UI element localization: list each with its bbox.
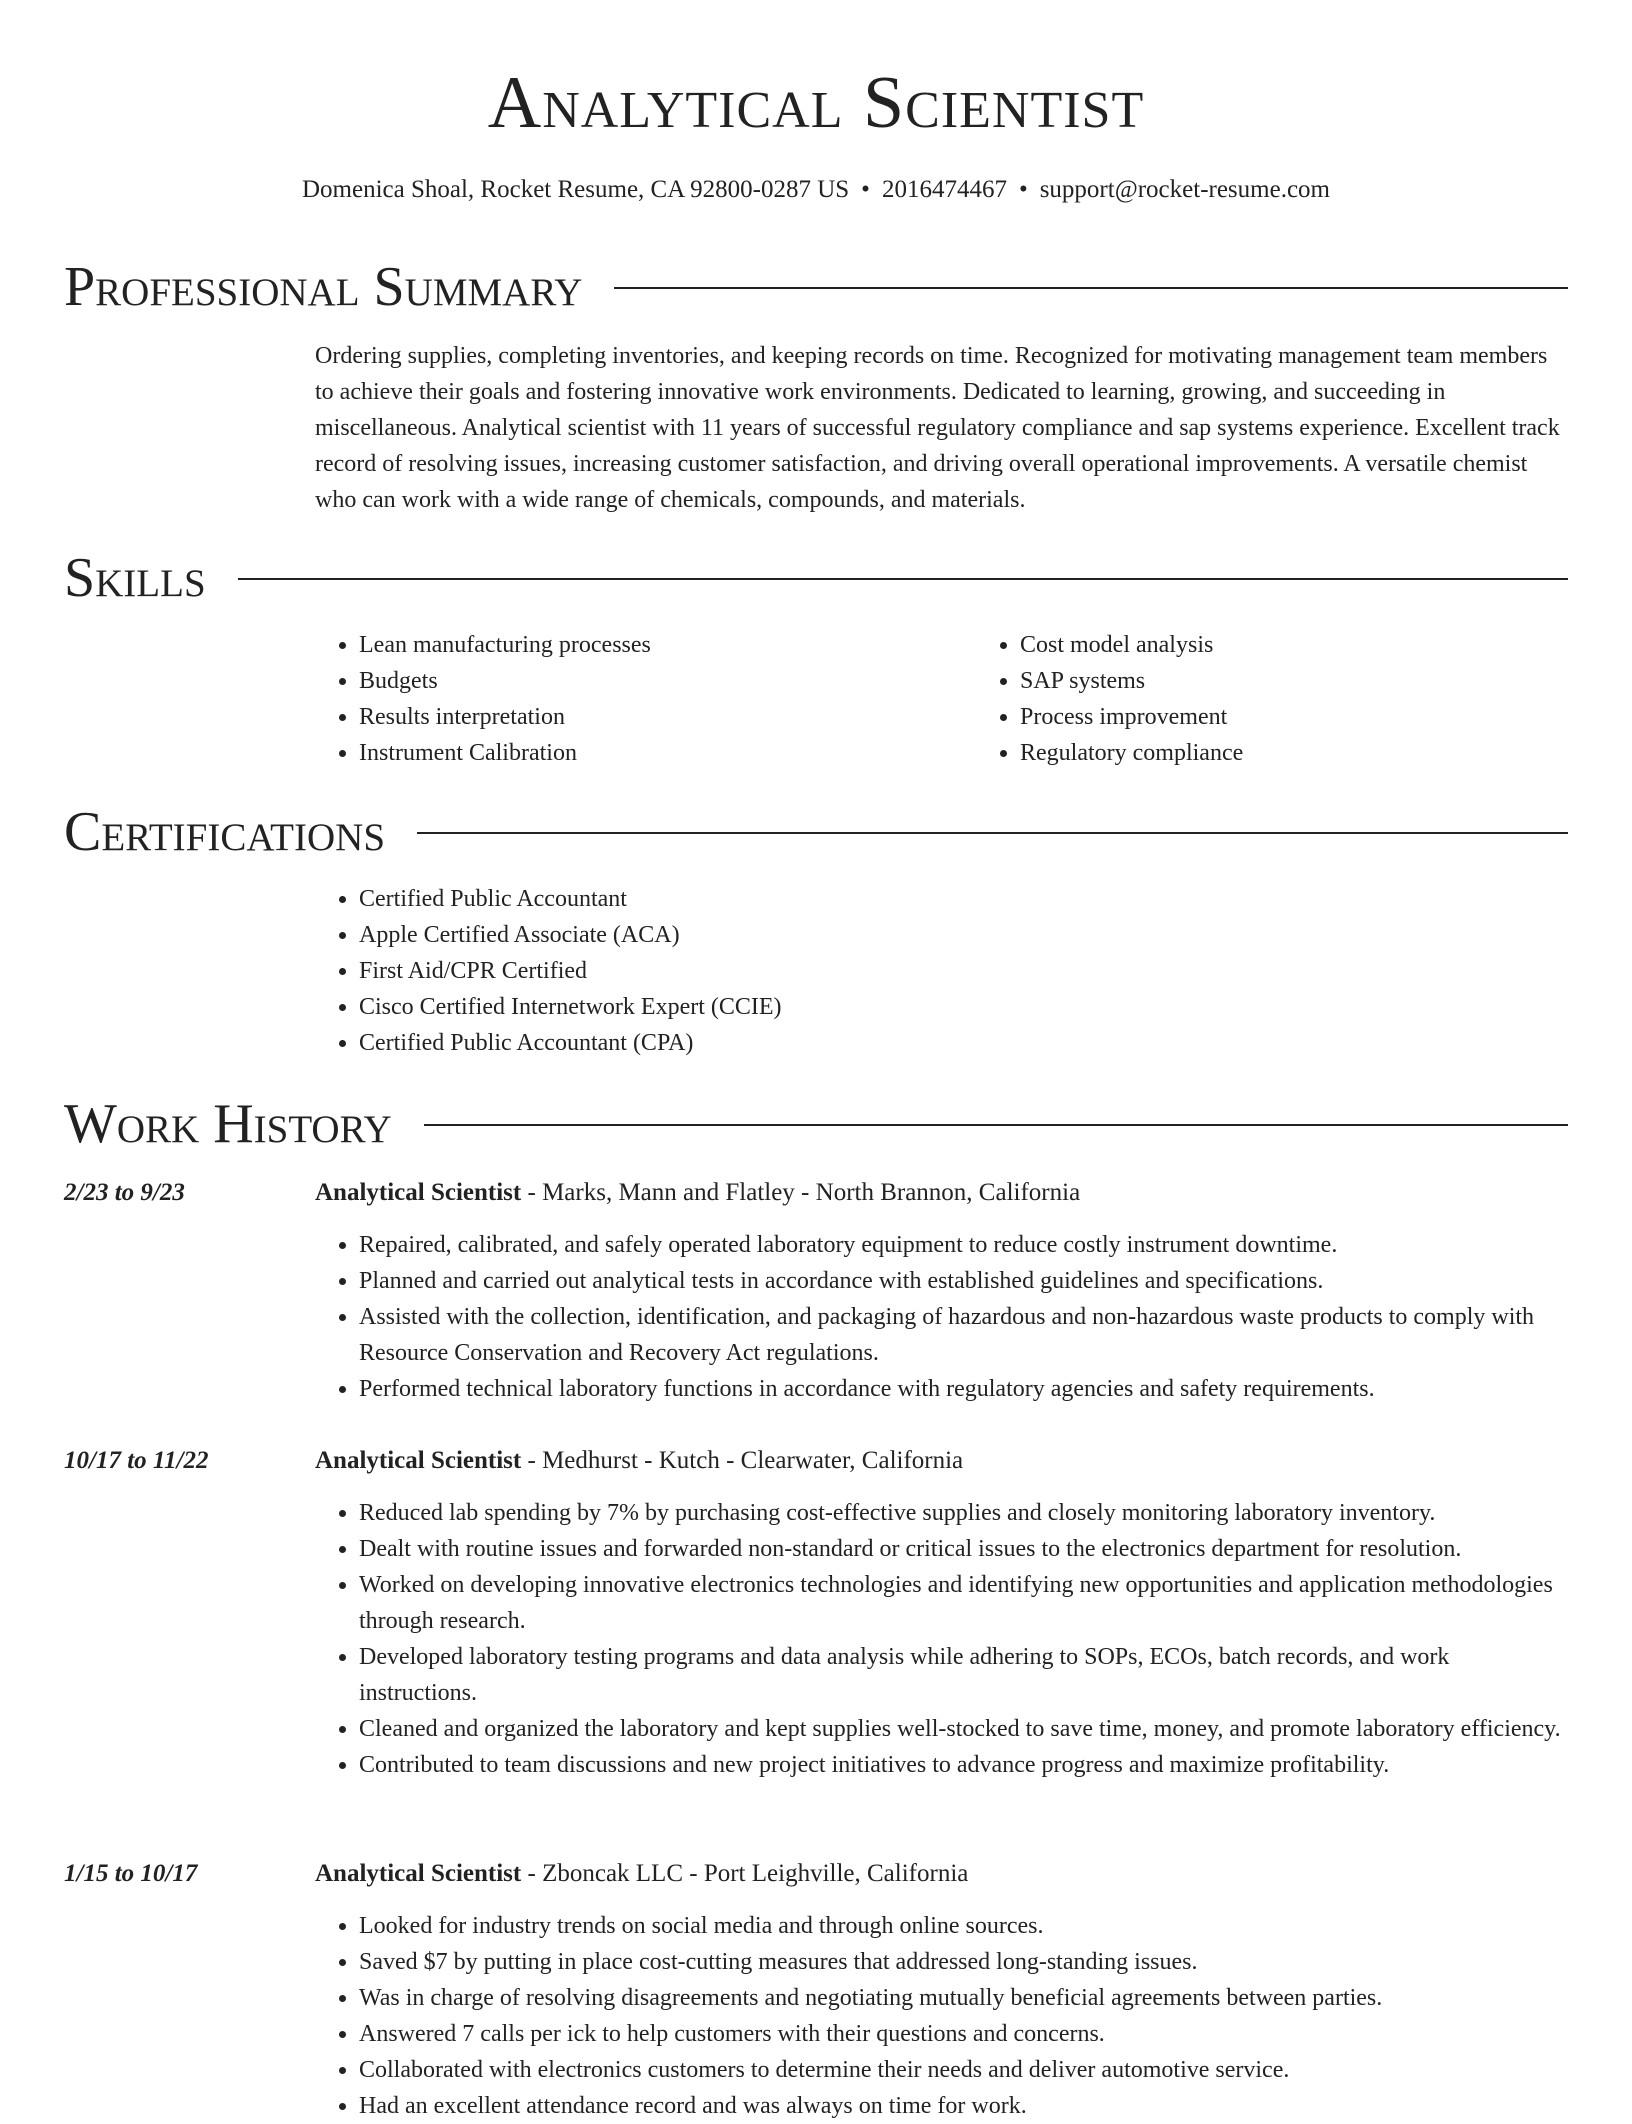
summary-text: Ordering supplies, completing inventories, and keeping records on time. Recognized for motivating management team members to achieve their goals and fostering innovative work environments. Dedicated to learning, growing, and succeeding in miscellaneous. Analytical scientist with 11 years of successful regulatory compliance and sap systems experience. Excellent track record of resolving issues, increasing customer satisfaction, and driving overall operational improvements. A versatile chemist who can work with a wide range of chemicals, compounds, and materials. <box>315 343 1560 513</box>
section-divider <box>614 287 1568 289</box>
contact-separator: • <box>1018 176 1028 203</box>
summary-heading: Professional Summary <box>64 256 583 318</box>
skill-item: • Instrument Calibration <box>359 735 976 771</box>
job-bullet: • Looked for industry trends on social media and through online sources. <box>359 1908 1570 1944</box>
section-divider <box>424 1124 1568 1126</box>
certifications-heading: Certifications <box>64 801 386 863</box>
certification-item: • Apple Certified Associate (ACA) <box>359 917 1570 953</box>
job-bullet: • Was in charge of resolving disagreements and negotiating mutually beneficial agreements between parties. <box>359 1980 1570 2016</box>
job-bullet: • Performed technical laboratory functions in accordance with regulatory agencies and safety requirements. <box>359 1371 1570 1407</box>
job-bullet: • Saved $7 by putting in place cost-cutting measures that addressed long-standing issues. <box>359 1944 1570 1980</box>
skills-list <box>315 627 1570 771</box>
job-role: Analytical Scientist <box>315 1179 522 1206</box>
job-role: Analytical Scientist <box>315 1447 522 1474</box>
skill-item: • Budgets <box>359 663 976 699</box>
job-bullet: • Answered 7 calls per ick to help customers with their questions and concerns. <box>359 2016 1570 2052</box>
contact-address: Domenica Shoal, Rocket Resume, CA 92800-0287 US <box>302 176 850 203</box>
certification-item: • Certified Public Accountant (CPA) <box>359 1025 1570 1061</box>
resume-title: Analytical Scientist <box>487 62 1145 144</box>
skill-item: • Lean manufacturing processes <box>359 627 976 663</box>
contact-phone: 2016474467 <box>881 176 1007 203</box>
work-history-section-header <box>64 1089 1568 1159</box>
summary-section-header <box>64 252 1568 322</box>
job-dates: 1/15 to 10/17 <box>64 1860 198 1887</box>
job-bullet: • Collaborated with electronics customers to determine their needs and deliver automotive service. <box>359 2052 1570 2088</box>
job-employer: - Zboncak LLC - Port Leighville, California <box>521 1860 969 1887</box>
skills-column-right <box>976 627 1632 771</box>
job-bullets <box>315 1908 1570 2124</box>
work-history-heading: Work History <box>64 1093 392 1155</box>
job-entry <box>315 1856 1570 2124</box>
skill-item: • Results interpretation <box>359 699 976 735</box>
certification-item: • Certified Public Accountant <box>359 881 1570 917</box>
job-entry <box>315 1443 1570 1783</box>
job-bullet: • Planned and carried out analytical tests in accordance with established guidelines and specifications. <box>359 1263 1570 1299</box>
section-divider <box>238 578 1568 580</box>
job-bullet: • Repaired, calibrated, and safely operated laboratory equipment to reduce costly instrument downtime. <box>359 1227 1570 1263</box>
certification-item: • Cisco Certified Internetwork Expert (CCIE) <box>359 989 1570 1025</box>
job-dates: 10/17 to 11/22 <box>64 1447 209 1474</box>
skill-item: • Regulatory compliance <box>1020 735 1632 771</box>
job-bullets <box>315 1495 1570 1783</box>
skills-heading: Skills <box>64 547 206 609</box>
skill-item: • SAP systems <box>1020 663 1632 699</box>
job-employer: - Marks, Mann and Flatley - North Brannon, California <box>521 1179 1081 1206</box>
job-title <box>315 1175 1570 1211</box>
job-bullet: • Developed laboratory testing programs and data analysis while adhering to SOPs, ECOs, batch records, and work instructions. <box>359 1639 1570 1711</box>
job-employer: - Medhurst - Kutch - Clearwater, California <box>521 1447 964 1474</box>
job-bullet: • Assisted with the collection, identification, and packaging of hazardous and non-hazardous waste products to comply with Resource Conservation and Recovery Act regulations. <box>359 1299 1570 1371</box>
job-bullet: • Dealt with routine issues and forwarded non-standard or critical issues to the electronics department for resolution. <box>359 1531 1570 1567</box>
job-bullet: • Worked on developing innovative electronics technologies and identifying new opportunities and application methodologies through research. <box>359 1567 1570 1639</box>
section-divider <box>417 832 1568 834</box>
job-bullet: • Contributed to team discussions and new project initiatives to advance progress and maximize profitability. <box>359 1747 1570 1783</box>
skill-item: • Cost model analysis <box>1020 627 1632 663</box>
contact-email[interactable]: support@rocket-resume.com <box>1039 176 1330 203</box>
skill-item: • Process improvement <box>1020 699 1632 735</box>
job-role: Analytical Scientist <box>315 1860 522 1887</box>
job-entry <box>315 1175 1570 1407</box>
skills-section-header <box>64 543 1568 613</box>
certification-item: • First Aid/CPR Certified <box>359 953 1570 989</box>
job-bullet: • Had an excellent attendance record and was always on time for work. <box>359 2088 1570 2124</box>
certifications-section-header <box>64 797 1568 867</box>
certifications-list <box>315 881 1570 1061</box>
job-dates: 2/23 to 9/23 <box>64 1179 185 1206</box>
job-title <box>315 1443 1570 1479</box>
job-bullet: • Reduced lab spending by 7% by purchasing cost-effective supplies and closely monitoring laboratory inventory. <box>359 1495 1570 1531</box>
job-bullets <box>315 1227 1570 1407</box>
job-bullet: • Cleaned and organized the laboratory and kept supplies well-stocked to save time, money, and promote laboratory efficiency. <box>359 1711 1570 1747</box>
skills-column-left <box>315 627 976 771</box>
job-title <box>315 1856 1570 1892</box>
contact-separator: • <box>861 176 870 203</box>
contact-line <box>0 172 1632 208</box>
